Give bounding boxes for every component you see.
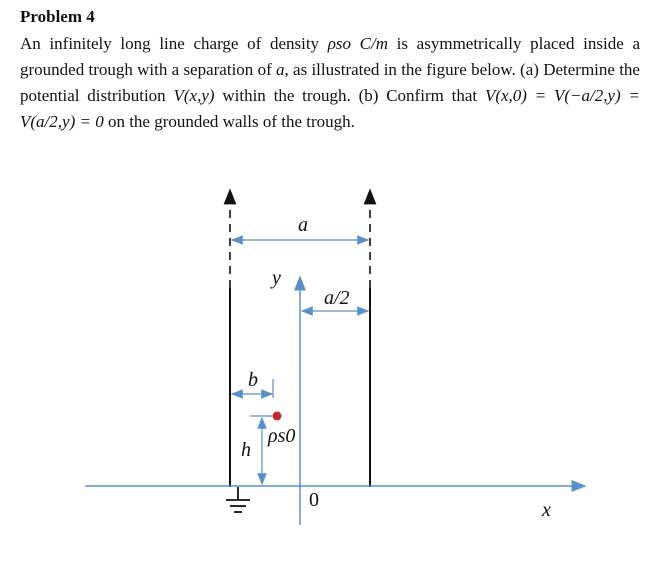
h-label: h (241, 439, 251, 461)
ground-icon (226, 487, 250, 512)
line-charge-dot (273, 412, 282, 421)
b-label: b (248, 369, 258, 391)
charge-density-symbol: ρso C/m (327, 34, 389, 53)
charge-label: ρs0 (268, 425, 296, 447)
x-axis-label: x (542, 499, 551, 521)
statement-part-3: , as illustrated in the figure below. (a) Determine the potential distribution (20, 60, 640, 105)
statement-part-5: on the grounded walls of the trough. (103, 112, 355, 131)
separation-symbol: a (276, 60, 285, 79)
statement-part-2: is asymmetrically placed inside a grounded trough with a separation of (20, 34, 640, 79)
statement-part-1: An infinitely long line charge of density (20, 34, 328, 53)
potential-symbol: V(x,y) (173, 86, 215, 105)
statement-part-4: within the trough. (b) Confirm that (214, 86, 485, 105)
origin-label: 0 (309, 489, 319, 511)
width-label: a (298, 214, 308, 236)
problem-title: Problem 4 (20, 7, 95, 26)
boundary-condition: V(x,0) = V(−a/2,y) = V(a/2,y) = 0 (20, 86, 640, 131)
y-axis-label: y (272, 267, 281, 289)
half-width-label: a/2 (324, 287, 350, 309)
